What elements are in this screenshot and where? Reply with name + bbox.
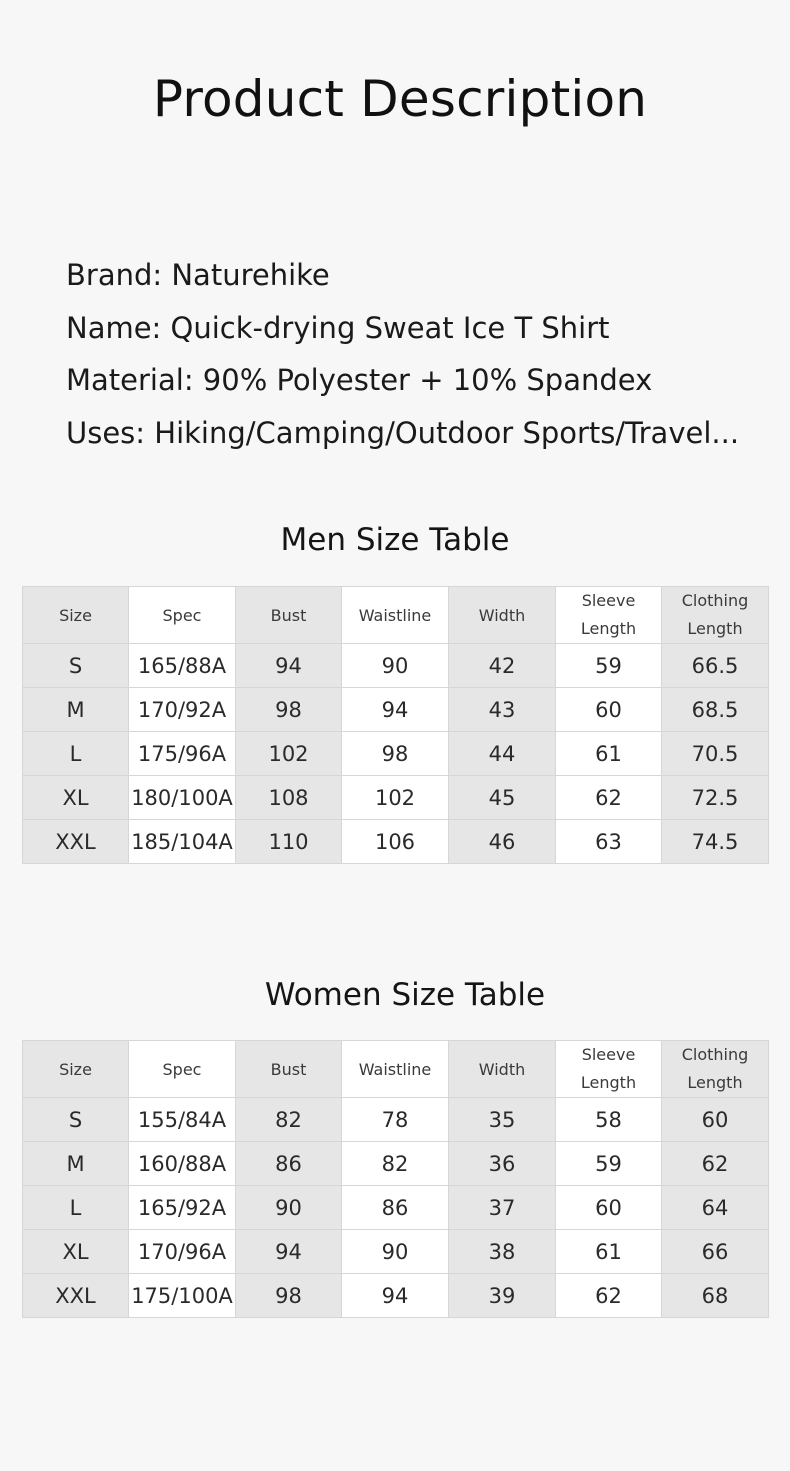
cell-waistline: 82 — [342, 1142, 449, 1186]
cell-spec: 175/100A — [129, 1274, 236, 1318]
cell-spec: 170/96A — [129, 1230, 236, 1274]
header-waistline: Waistline — [342, 587, 449, 644]
uses-line: Uses: Hiking/Camping/Outdoor Sports/Travel... — [66, 415, 740, 450]
cell-width: 42 — [449, 644, 556, 688]
table-row — [23, 1274, 769, 1318]
cell-spec: 165/92A — [129, 1186, 236, 1230]
cell-waistline: 106 — [342, 820, 449, 864]
cell-spec: 160/88A — [129, 1142, 236, 1186]
cell-bust: 90 — [236, 1186, 342, 1230]
header-clothing-length — [662, 1041, 769, 1098]
cell-width: 37 — [449, 1186, 556, 1230]
header-sleeve-line2: Length — [580, 1073, 637, 1092]
cell-width: 35 — [449, 1098, 556, 1142]
brand-line: Brand: Naturehike — [66, 258, 330, 292]
header-waistline: Waistline — [342, 1041, 449, 1098]
men-size-table-title: Men Size Table — [280, 522, 510, 558]
cell-spec: 155/84A — [129, 1098, 236, 1142]
header-size: Size — [23, 1041, 129, 1098]
cell-width: 39 — [449, 1274, 556, 1318]
cell-sleeve-length: 61 — [556, 1230, 662, 1274]
cell-waistline: 94 — [342, 1274, 449, 1318]
header-bust: Bust — [236, 587, 342, 644]
cell-width: 45 — [449, 776, 556, 820]
table-row — [23, 1098, 769, 1142]
cell-width: 46 — [449, 820, 556, 864]
table-row — [23, 776, 769, 820]
cell-size: L — [23, 732, 129, 776]
cell-size: XL — [23, 776, 129, 820]
cell-clothing-length: 62 — [662, 1142, 769, 1186]
table-row — [23, 1186, 769, 1230]
women-size-table — [22, 1040, 769, 1318]
header-spec: Spec — [129, 1041, 236, 1098]
cell-sleeve-length: 62 — [556, 1274, 662, 1318]
table-row — [23, 732, 769, 776]
cell-size: XXL — [23, 820, 129, 864]
cell-waistline: 90 — [342, 1230, 449, 1274]
header-bust: Bust — [236, 1041, 342, 1098]
header-sleeve-length — [556, 1041, 662, 1098]
cell-waistline: 94 — [342, 688, 449, 732]
name-line: Name: Quick-drying Sweat Ice T Shirt — [66, 310, 610, 345]
cell-waistline: 102 — [342, 776, 449, 820]
cell-spec: 170/92A — [129, 688, 236, 732]
cell-width: 36 — [449, 1142, 556, 1186]
cell-clothing-length: 66 — [662, 1230, 769, 1274]
cell-sleeve-length: 58 — [556, 1098, 662, 1142]
cell-bust: 82 — [236, 1098, 342, 1142]
women-size-table-title: Women Size Table — [264, 977, 546, 1013]
cell-size: L — [23, 1186, 129, 1230]
cell-width: 44 — [449, 732, 556, 776]
header-sleeve-line1: Sleeve — [581, 1045, 636, 1064]
cell-bust: 94 — [236, 644, 342, 688]
cell-size: XXL — [23, 1274, 129, 1318]
table-row — [23, 820, 769, 864]
cell-width: 43 — [449, 688, 556, 732]
header-clothing-line2: Length — [687, 1073, 743, 1092]
header-width: Width — [449, 587, 556, 644]
cell-size: XL — [23, 1230, 129, 1274]
cell-sleeve-length: 60 — [556, 1186, 662, 1230]
cell-sleeve-length: 59 — [556, 644, 662, 688]
cell-clothing-length: 68 — [662, 1274, 769, 1318]
cell-waistline: 78 — [342, 1098, 449, 1142]
cell-bust: 86 — [236, 1142, 342, 1186]
cell-clothing-length: 66.5 — [662, 644, 769, 688]
header-size: Size — [23, 587, 129, 644]
cell-clothing-length: 72.5 — [662, 776, 769, 820]
cell-spec: 175/96A — [129, 732, 236, 776]
page-title: Product Description — [152, 70, 648, 128]
cell-size: M — [23, 1142, 129, 1186]
cell-clothing-length: 64 — [662, 1186, 769, 1230]
cell-size: S — [23, 644, 129, 688]
table-row — [23, 688, 769, 732]
men-size-table — [22, 586, 769, 864]
table-header-row — [23, 587, 769, 644]
header-clothing-line1: Clothing — [681, 591, 749, 610]
cell-width: 38 — [449, 1230, 556, 1274]
table-row — [23, 1142, 769, 1186]
table-header-row — [23, 1041, 769, 1098]
cell-bust: 98 — [236, 1274, 342, 1318]
cell-sleeve-length: 63 — [556, 820, 662, 864]
cell-bust: 108 — [236, 776, 342, 820]
cell-sleeve-length: 61 — [556, 732, 662, 776]
material-line: Material: 90% Polyester + 10% Spandex — [66, 363, 653, 397]
header-clothing-line1: Clothing — [681, 1045, 749, 1064]
cell-spec: 165/88A — [129, 644, 236, 688]
cell-sleeve-length: 60 — [556, 688, 662, 732]
cell-size: M — [23, 688, 129, 732]
cell-bust: 98 — [236, 688, 342, 732]
header-clothing-line2: Length — [687, 619, 743, 638]
cell-bust: 102 — [236, 732, 342, 776]
table-row — [23, 1230, 769, 1274]
cell-clothing-length: 70.5 — [662, 732, 769, 776]
header-sleeve-line1: Sleeve — [581, 591, 636, 610]
cell-size: S — [23, 1098, 129, 1142]
cell-clothing-length: 68.5 — [662, 688, 769, 732]
header-spec: Spec — [129, 587, 236, 644]
cell-spec: 185/104A — [129, 820, 236, 864]
product-info — [66, 252, 739, 462]
cell-sleeve-length: 59 — [556, 1142, 662, 1186]
header-sleeve-length — [556, 587, 662, 644]
cell-clothing-length: 60 — [662, 1098, 769, 1142]
cell-spec: 180/100A — [129, 776, 236, 820]
cell-waistline: 98 — [342, 732, 449, 776]
table-row — [23, 644, 769, 688]
cell-waistline: 86 — [342, 1186, 449, 1230]
cell-waistline: 90 — [342, 644, 449, 688]
header-clothing-length — [662, 587, 769, 644]
header-width: Width — [449, 1041, 556, 1098]
cell-bust: 110 — [236, 820, 342, 864]
cell-sleeve-length: 62 — [556, 776, 662, 820]
cell-clothing-length: 74.5 — [662, 820, 769, 864]
header-sleeve-line2: Length — [580, 619, 637, 638]
cell-bust: 94 — [236, 1230, 342, 1274]
